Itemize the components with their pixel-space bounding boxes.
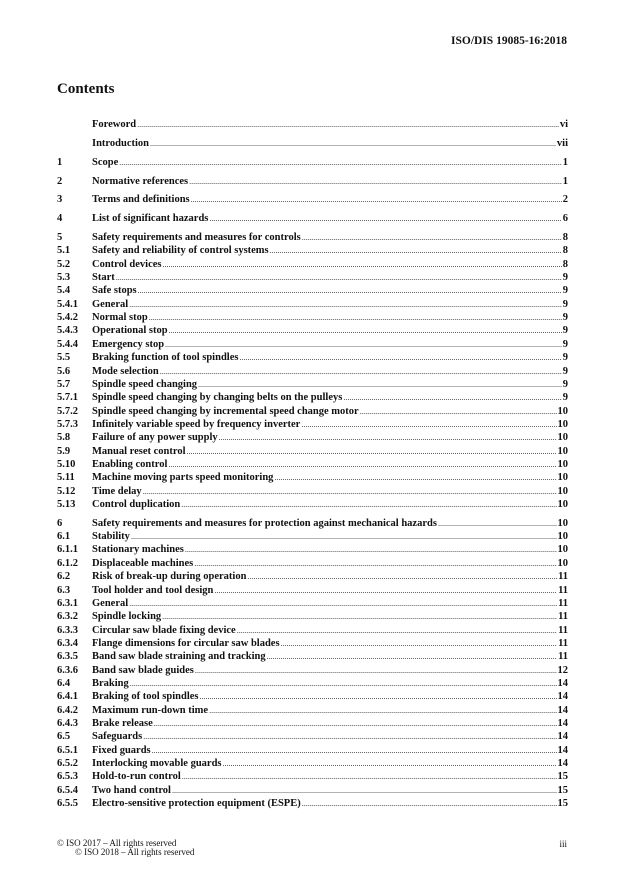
toc-entry-title: Scope [92, 156, 119, 168]
toc-dot-leader [143, 730, 556, 743]
toc-entry-number: 5.4 [57, 285, 71, 297]
toc-dot-leader [154, 717, 557, 730]
toc-dot-leader [209, 212, 561, 225]
toc-entry[interactable] [57, 517, 568, 530]
toc-entry-title: Risk of break-up during operation [92, 571, 247, 583]
toc-entry-page: 14 [557, 677, 568, 689]
toc-entry[interactable] [57, 744, 568, 757]
toc-entry-page: 14 [557, 744, 568, 756]
toc-entry-page: 8 [562, 245, 568, 257]
toc-entry-number: 5.7.3 [57, 418, 78, 430]
toc-dot-leader [152, 744, 557, 757]
toc-entry-title: Machine moving parts speed monitoring [92, 472, 274, 484]
toc-entry-page: 15 [557, 798, 568, 809]
toc-entry-number: 5.8 [57, 432, 71, 444]
toc-entry[interactable] [57, 570, 568, 583]
toc-entry-title: Tool holder and tool design [92, 584, 214, 596]
toc-entry-page: 10 [557, 405, 568, 417]
toc-entry-number: 5 [57, 232, 63, 244]
toc-entry[interactable] [57, 485, 568, 498]
toc-entry-number: 6.3.5 [57, 651, 78, 663]
toc-entry[interactable] [57, 610, 568, 623]
toc-dot-leader [162, 610, 557, 623]
toc-entry-page: 9 [562, 338, 568, 350]
toc-entry-page: 11 [558, 571, 568, 583]
toc-entry-number: 6.1.1 [57, 544, 78, 556]
document-code: ISO/DIS 19085-16:2018 [451, 35, 567, 47]
toc-entry[interactable] [57, 664, 568, 677]
toc-entry[interactable] [57, 271, 568, 284]
toc-dot-leader [239, 351, 561, 364]
toc-entry[interactable] [57, 677, 568, 690]
toc-entry[interactable] [57, 378, 568, 391]
toc-entry-number: 5.7 [57, 378, 71, 390]
toc-entry[interactable] [57, 770, 568, 783]
toc-entry-number: 1 [57, 156, 63, 168]
toc-entry-number: 5.5 [57, 352, 71, 364]
toc-entry[interactable] [57, 156, 568, 169]
toc-entry[interactable] [57, 431, 568, 444]
toc-entry[interactable] [57, 193, 568, 206]
toc-entry[interactable] [57, 418, 568, 431]
toc-entry-title: Hold-to-run control [92, 771, 181, 783]
toc-dot-leader [163, 258, 562, 271]
toc-entry-page: 9 [562, 312, 568, 324]
toc-entry[interactable] [57, 757, 568, 770]
toc-dot-leader [191, 193, 562, 206]
toc-entry-page: 9 [562, 272, 568, 284]
toc-entry-page: 11 [558, 624, 568, 636]
toc-entry[interactable] [57, 690, 568, 703]
toc-dot-leader [172, 784, 557, 797]
toc-entry-page: 10 [557, 458, 568, 470]
toc-entry-title: Spindle speed changing by incremental speed change motor [92, 405, 359, 417]
toc-entry-page: 11 [558, 611, 568, 623]
toc-entry-title: Operational stop [92, 325, 168, 337]
toc-entry-title: Normative references [92, 175, 189, 187]
toc-entry-page: 14 [557, 731, 568, 743]
toc-entry[interactable] [57, 445, 568, 458]
toc-entry-number: 5.2 [57, 258, 71, 270]
toc-dot-leader [150, 137, 556, 150]
toc-entry-title: Electro-sensitive protection equipment (ESPE) [92, 798, 301, 809]
toc-entry[interactable] [57, 338, 568, 351]
toc-entry-page: 9 [562, 392, 568, 404]
toc-dot-leader [138, 284, 562, 297]
toc-dot-leader [281, 637, 558, 650]
toc-entry-number: 6.3.1 [57, 597, 78, 609]
toc-dot-leader [129, 597, 557, 610]
toc-entry-number: 6.4.3 [57, 717, 78, 729]
toc-entry-number: 6.5.5 [57, 798, 78, 809]
toc-entry-page: 14 [557, 757, 568, 769]
toc-entry-title: Stability [92, 531, 130, 543]
toc-entry[interactable] [57, 351, 568, 364]
toc-dot-leader [189, 175, 562, 188]
toc-entry-page: 10 [557, 498, 568, 510]
toc-dot-leader [131, 530, 557, 543]
toc-dot-leader [185, 543, 557, 556]
toc-entry-number: 3 [57, 194, 63, 206]
toc-dot-leader [360, 405, 557, 418]
toc-entry[interactable] [57, 284, 568, 297]
toc-entry[interactable] [57, 244, 568, 257]
toc-entry-title: Safety and reliability of control systems [92, 245, 269, 257]
toc-entry-page: 9 [562, 325, 568, 337]
toc-entry-title: Time delay [92, 485, 142, 497]
toc-entry-title: Introduction [92, 137, 149, 149]
toc-entry-title: Band saw blade straining and tracking [92, 651, 266, 663]
toc-entry-page: 10 [557, 445, 568, 457]
toc-entry-number: 5.7.2 [57, 405, 78, 417]
toc-entry-page: 15 [557, 784, 568, 796]
toc-entry-title: Foreword [92, 119, 137, 130]
toc-entry[interactable] [57, 405, 568, 418]
toc-entry-page: 11 [558, 637, 568, 649]
toc-entry-number: 2 [57, 175, 63, 187]
toc-entry-title: Start [92, 272, 115, 284]
toc-entry-title: Flange dimensions for circular saw blades [92, 637, 280, 649]
toc-entry-title: Safety requirements and measures for controls [92, 232, 301, 244]
toc-entry-number: 6 [57, 517, 63, 529]
toc-entry-title: Spindle speed changing by changing belts on the pulleys [92, 392, 343, 404]
toc-dot-leader [182, 770, 557, 783]
toc-entry-page: 9 [562, 352, 568, 364]
toc-entry[interactable] [57, 258, 568, 271]
toc-entry[interactable] [57, 717, 568, 730]
toc-entry[interactable] [57, 298, 568, 311]
toc-entry-page: 14 [557, 691, 568, 703]
toc-entry-page: 10 [557, 432, 568, 444]
toc-entry-page: 8 [562, 258, 568, 270]
toc-dot-leader [247, 570, 557, 583]
toc-entry[interactable] [57, 624, 568, 637]
toc-dot-leader [302, 231, 562, 244]
toc-dot-leader [198, 378, 562, 391]
toc-entry-title: General [92, 298, 129, 310]
toc-entry-title: Stationary machines [92, 544, 184, 556]
toc-entry[interactable] [57, 637, 568, 650]
toc-entry-number: 6.2 [57, 571, 71, 583]
toc-entry-number: 6.3 [57, 584, 71, 596]
toc-entry[interactable] [57, 365, 568, 378]
toc-entry[interactable] [57, 784, 568, 797]
toc-dot-leader [267, 650, 557, 663]
toc-entry-page: 9 [562, 378, 568, 390]
toc-entry-title: Safe stops [92, 285, 137, 297]
toc-entry-title: Displaceable machines [92, 557, 194, 569]
toc-entry[interactable] [57, 118, 568, 131]
toc-dot-leader [119, 156, 562, 169]
toc-entry-page: 12 [557, 664, 568, 676]
toc-entry-page: 11 [558, 651, 568, 663]
toc-entry-title: Control duplication [92, 498, 181, 510]
toc-entry-number: 6.4.1 [57, 691, 78, 703]
copyright-line-2017: © ISO 2017 – All rights reserved [57, 838, 177, 848]
toc-entry-number: 6.4 [57, 677, 71, 689]
toc-entry-number: 4 [57, 213, 63, 225]
toc-entry-number: 5.1 [57, 245, 71, 257]
copyright-line-2018: © ISO 2018 – All rights reserved [75, 847, 195, 857]
toc-dot-leader [199, 690, 556, 703]
toc-entry-page: 9 [562, 285, 568, 297]
toc-dot-leader [270, 244, 562, 257]
toc-entry-title: Braking function of tool spindles [92, 352, 239, 364]
toc-entry[interactable] [57, 530, 568, 543]
toc-entry-title: Interlocking movable guards [92, 757, 222, 769]
toc-entry[interactable] [57, 324, 568, 337]
toc-dot-leader [160, 365, 562, 378]
toc-entry-page: 9 [562, 365, 568, 377]
toc-entry-number: 5.7.1 [57, 392, 78, 404]
toc-entry-page: 14 [557, 704, 568, 716]
toc-dot-leader [209, 704, 556, 717]
toc-entry-title: Control devices [92, 258, 162, 270]
toc-dot-leader [214, 584, 557, 597]
footer-copyright [57, 839, 194, 857]
toc-dot-leader [181, 498, 556, 511]
toc-dot-leader [219, 431, 557, 444]
toc-entry-number: 6.3.2 [57, 611, 78, 623]
toc-dot-leader [116, 271, 562, 284]
toc-entry-title: Circular saw blade fixing device [92, 624, 236, 636]
toc-entry-page: 10 [557, 544, 568, 556]
toc-entry-page: 10 [557, 517, 568, 529]
toc-entry[interactable] [57, 584, 568, 597]
toc-entry-title: Fixed guards [92, 744, 151, 756]
toc-entry-number: 6.1.2 [57, 557, 78, 569]
toc-dot-leader [165, 338, 562, 351]
toc-entry[interactable] [57, 137, 568, 150]
toc-entry-page: 11 [558, 584, 568, 596]
toc-entry-title: Mode selection [92, 365, 159, 377]
toc-entry-page: 14 [557, 717, 568, 729]
toc-entry-number: 6.3.4 [57, 637, 78, 649]
toc-entry-number: 5.4.3 [57, 325, 78, 337]
toc-entry-title: Normal stop [92, 312, 148, 324]
toc-entry-number: 6.4.2 [57, 704, 78, 716]
toc-entry[interactable] [57, 704, 568, 717]
toc-entry-title: Manual reset control [92, 445, 186, 457]
toc-entry-page: 1 [562, 156, 568, 168]
toc-entry-page: 10 [557, 485, 568, 497]
toc-entry-title: Failure of any power supply [92, 432, 218, 444]
toc-entry[interactable] [57, 730, 568, 743]
toc-entry-title: Infinitely variable speed by frequency inverter [92, 418, 301, 430]
toc-entry-title: Maximum run-down time [92, 704, 209, 716]
toc-entry-number: 6.5.4 [57, 784, 78, 796]
toc-entry-page: 11 [558, 597, 568, 609]
toc-entry-number: 5.13 [57, 498, 76, 510]
toc-entry-number: 5.4.4 [57, 338, 78, 350]
toc-entry-title: Band saw blade guides [92, 664, 194, 676]
toc-entry[interactable] [57, 231, 568, 244]
toc-entry[interactable] [57, 557, 568, 570]
toc-entry-page: 10 [557, 531, 568, 543]
toc-entry-title: List of significant hazards [92, 213, 209, 225]
toc-entry[interactable] [57, 471, 568, 484]
toc-entry-number: 6.5.3 [57, 771, 78, 783]
toc-entry[interactable] [57, 175, 568, 188]
toc-entry-number: 5.3 [57, 272, 71, 284]
toc-entry-number: 6.3.6 [57, 664, 78, 676]
toc-entry-number: 5.12 [57, 485, 76, 497]
toc-dot-leader [137, 118, 559, 131]
toc-entry-number: 5.10 [57, 458, 76, 470]
toc-dot-leader [143, 485, 557, 498]
toc-entry-number: 5.4.2 [57, 312, 78, 324]
toc-entry-page: 6 [562, 213, 568, 225]
toc-dot-leader [343, 391, 561, 404]
toc-entry-number: 5.11 [57, 472, 75, 484]
toc-entry-page: vii [556, 137, 568, 149]
toc-dot-leader [301, 418, 556, 431]
toc-entry-title: Safety requirements and measures for protection against mechanical hazards [92, 517, 437, 529]
toc-entry-title: Terms and definitions [92, 194, 190, 206]
toc-entry[interactable] [57, 311, 568, 324]
toc-dot-leader [130, 677, 557, 690]
toc-entry-title: Emergency stop [92, 338, 165, 350]
toc-dot-leader [194, 557, 556, 570]
toc-entry-number: 6.3.3 [57, 624, 78, 636]
toc-entry[interactable] [57, 797, 568, 810]
toc-entry-title: Braking of tool spindles [92, 691, 199, 703]
toc-entry-title: Safeguards [92, 731, 143, 743]
toc-dot-leader [223, 757, 557, 770]
toc-entry-title: General [92, 597, 129, 609]
toc-entry-page: 10 [557, 418, 568, 430]
toc-dot-leader [129, 298, 562, 311]
toc-dot-leader [302, 797, 557, 810]
toc-entry-title: Spindle speed changing [92, 378, 198, 390]
toc-entry-page: 1 [562, 175, 568, 187]
toc-entry[interactable] [57, 498, 568, 511]
toc-entry-title: Brake release [92, 717, 153, 729]
toc-entry-number: 6.5.2 [57, 757, 78, 769]
toc-entry-page: vi [559, 119, 568, 130]
toc-dot-leader [274, 471, 556, 484]
toc-entry-number: 5.9 [57, 445, 71, 457]
toc-entry-title: Two hand control [92, 784, 171, 796]
toc-entry[interactable] [57, 212, 568, 225]
toc-entry-page: 10 [557, 557, 568, 569]
toc-dot-leader [168, 458, 556, 471]
toc-entry-page: 8 [562, 232, 568, 244]
toc-entry[interactable] [57, 458, 568, 471]
toc-entry-title: Enabling control [92, 458, 168, 470]
toc-entry-page: 15 [557, 771, 568, 783]
toc-dot-leader [195, 664, 557, 677]
footer-page-number: iii [559, 839, 567, 849]
toc-entry-page: 10 [557, 472, 568, 484]
toc-entry[interactable] [57, 650, 568, 663]
toc-entry-title: Braking [92, 677, 129, 689]
toc-entry-page: 2 [562, 194, 568, 206]
toc-entry-number: 5.4.1 [57, 298, 78, 310]
toc-entry-number: 6.5.1 [57, 744, 78, 756]
page-title: Contents [57, 81, 115, 97]
toc-entry[interactable] [57, 391, 568, 404]
toc-entry-number: 6.1 [57, 531, 71, 543]
toc-entry-number: 6.5 [57, 731, 71, 743]
toc-entry-title: Spindle locking [92, 611, 162, 623]
toc-dot-leader [237, 624, 557, 637]
toc-dot-leader [169, 324, 562, 337]
toc-entry-number: 5.6 [57, 365, 71, 377]
toc-dot-leader [438, 517, 557, 530]
toc-dot-leader [187, 445, 557, 458]
toc-entry-page: 9 [562, 298, 568, 310]
table-of-contents [57, 118, 568, 810]
toc-entry[interactable] [57, 543, 568, 556]
toc-entry[interactable] [57, 597, 568, 610]
toc-dot-leader [149, 311, 562, 324]
